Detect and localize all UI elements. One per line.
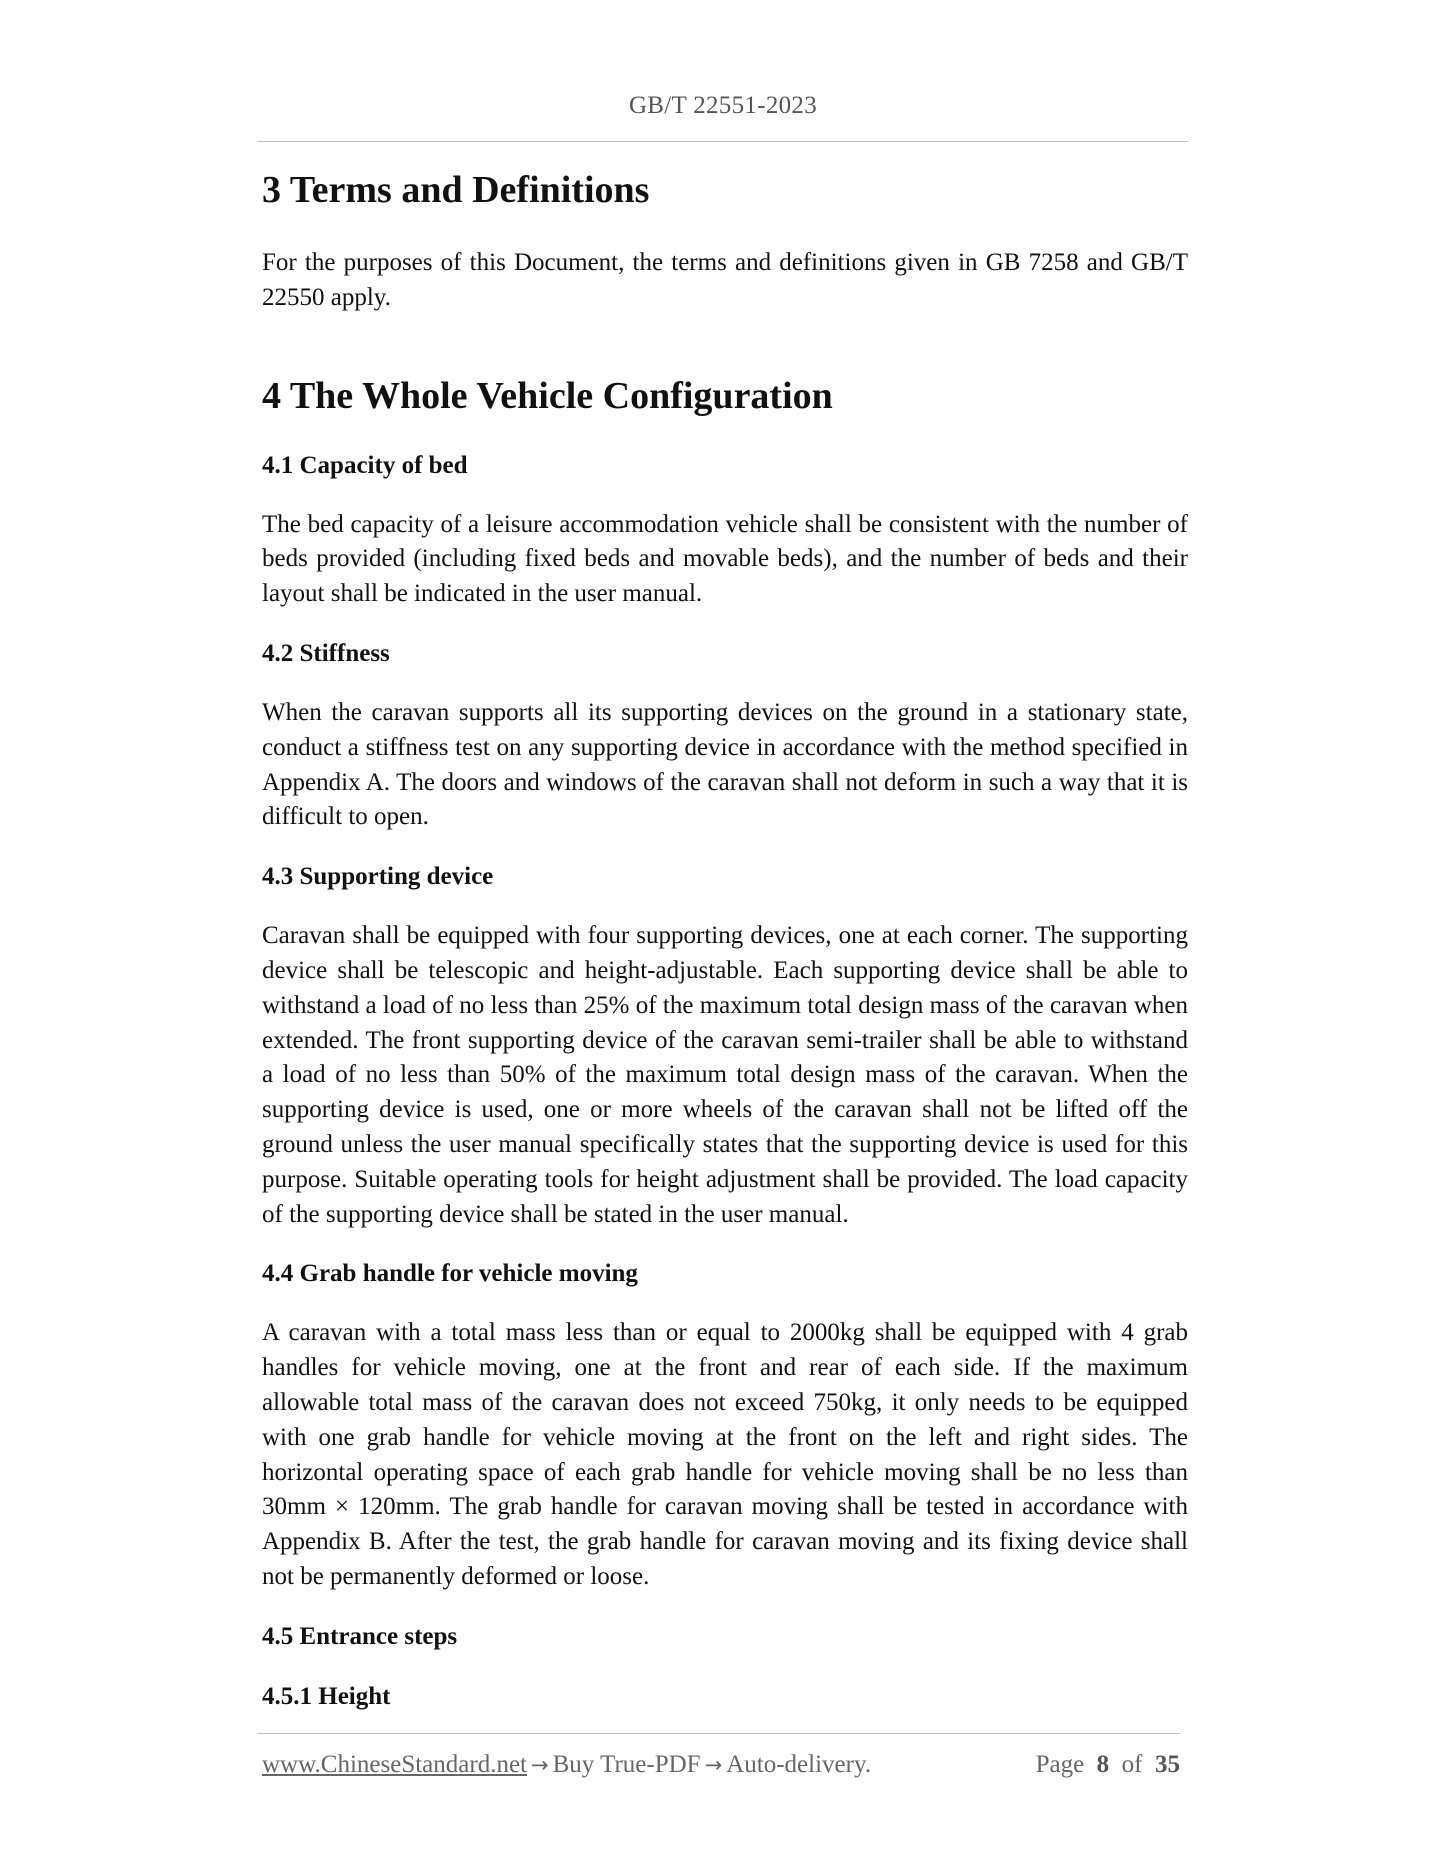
section-4-4-title: 4.4 Grab handle for vehicle moving: [262, 1260, 638, 1288]
section-4-3-paragraph: Caravan shall be equipped with four supporting devices, one at each corner. The supporting device shall be telescopic and height-adjustable. Each supporting device shall be able to withstand a load of no less than 25% of the maximum total design mass of the caravan when extended. The front supporting device of the caravan semi-trailer shall be able to withstand a load of no less than 50% of the maximum total design mass of the caravan. When the supporting device is used, one or more wheels of the caravan shall not be lifted off the ground unless the user manual specifically states that the supporting device is used for this purpose. Suitable operating tools for height adjustment shall be provided. The load capacity of the supporting device shall be stated in the user manual.: [262, 922, 1188, 1228]
footer-promo: [262, 1751, 871, 1779]
page-counter: [1036, 1751, 1180, 1779]
document-body: [262, 168, 1188, 1739]
section-3-paragraph: For the purposes of this Document, the terms and definitions given in GB 7258 and GB/T 22550 apply.: [262, 249, 1188, 311]
section-3-title: 3 Terms and Definitions: [262, 169, 650, 211]
header-divider: [258, 141, 1188, 142]
section-4-3-title: 4.3 Supporting device: [262, 863, 494, 891]
of-word: of: [1121, 1751, 1143, 1778]
arrow-right-icon: →: [531, 1753, 549, 1777]
site-link[interactable]: www.ChineseStandard.net: [262, 1751, 527, 1778]
arrow-right-icon: →: [704, 1753, 723, 1777]
section-4-2-title: 4.2 Stiffness: [262, 639, 390, 667]
page-total: 35: [1155, 1751, 1180, 1778]
footer-divider: [258, 1733, 1180, 1734]
delivery-text: Auto-delivery.: [726, 1751, 872, 1778]
section-4-2-paragraph: When the caravan supports all its supporting devices on the ground in a stationary state, conduct a stiffness test on any supporting device in accordance with the method specified in Appendix A. The doors and windows of the caravan shall not deform in such a way that it is difficult to open.: [262, 698, 1188, 831]
document-header-id: GB/T 22551-2023: [628, 92, 818, 119]
page-word: Page: [1035, 1751, 1085, 1778]
page-number: 8: [1096, 1751, 1110, 1778]
section-4-title: 4 The Whole Vehicle Configuration: [262, 374, 833, 417]
section-4-4-paragraph: A caravan with a total mass less than or equal to 2000kg shall be equipped with 4 grab handles for vehicle moving, one at the front and rear of each side. If the maximum allowable total mass of the caravan does not exceed 750kg, it only needs to be equipped with one grab handle for vehicle moving at the front on the left and right sides. The horizontal operating space of each grab handle for vehicle moving shall be no less than 30mm × 120mm. The grab handle for caravan moving shall be tested in accordance with Appendix B. After the test, the grab handle for caravan moving and its fixing device shall not be permanently deformed or loose.: [262, 1319, 1188, 1590]
buy-text: Buy True-PDF: [552, 1751, 701, 1778]
section-4-5-1-title: 4.5.1 Height: [262, 1682, 391, 1710]
section-4-1-title: 4.1 Capacity of bed: [262, 451, 468, 479]
section-4-1-paragraph: The bed capacity of a leisure accommodation vehicle shall be consistent with the number of beds provided (including fixed beds and movable beds), and the number of beds and their layout shall be indicated in the user manual.: [262, 510, 1188, 608]
section-4-5-title: 4.5 Entrance steps: [262, 1622, 458, 1650]
page-footer: [262, 1751, 1180, 1787]
